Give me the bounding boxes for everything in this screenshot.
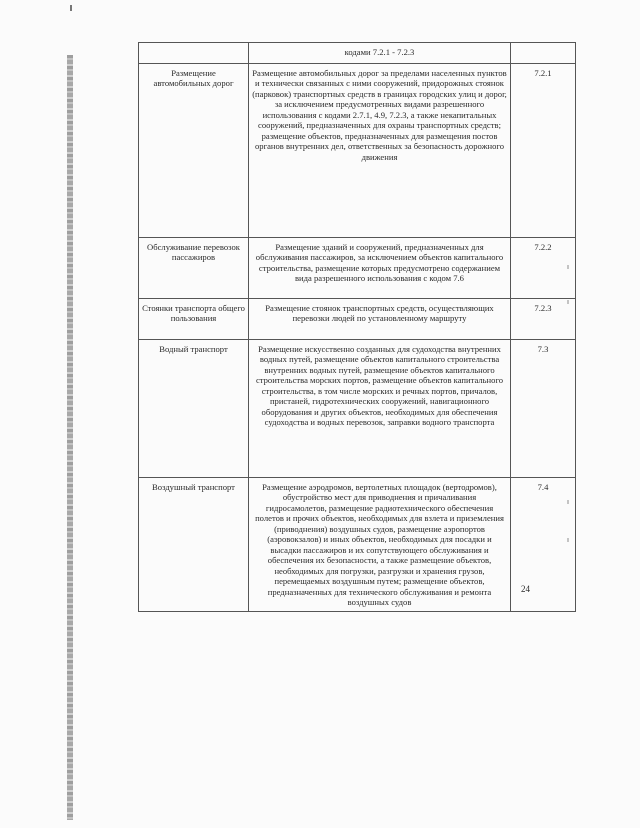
page-number: 24 bbox=[521, 584, 530, 594]
use-code-cell: 7.2.3 bbox=[511, 299, 576, 340]
use-name-cell: Водный транспорт bbox=[139, 340, 249, 478]
use-code-cell: 7.2.1 bbox=[511, 64, 576, 238]
land-use-table bbox=[138, 42, 576, 612]
scan-artifact-dot bbox=[70, 5, 72, 11]
use-description-cell: Размещение стоянок транспортных средств, осуществляющих перевозки людей по установленному маршруту bbox=[249, 299, 511, 340]
table-row bbox=[139, 43, 576, 64]
use-name-cell: Воздушный транспорт bbox=[139, 478, 249, 612]
use-name-cell: Стоянки транспорта общего пользования bbox=[139, 299, 249, 340]
use-code-cell: 7.2.2 bbox=[511, 238, 576, 299]
table-row bbox=[139, 299, 576, 340]
table-row bbox=[139, 478, 576, 612]
use-code-cell: 7.3 bbox=[511, 340, 576, 478]
use-name-cell: Размещение автомобильных дорог bbox=[139, 64, 249, 238]
use-name-cell bbox=[139, 43, 249, 64]
use-description-cell: Размещение искусственно созданных для судоходства внутренних водных путей, размещение объектов капитального строительства внутренних водных путей, размещение объектов капитального строительства морских портов, размещение объектов капитального строительства, в том числе морских и речных портов, причалов, пристаней, гидротехнических сооружений, навигационного оборудования и других объектов, необходимых для обеспечения судоходства и водных перевозок, заправки водного транспорта bbox=[249, 340, 511, 478]
table-row bbox=[139, 64, 576, 238]
use-description-cell: Размещение автомобильных дорог за пределами населенных пунктов и технически связанных с ними сооружений, придорожных стоянок (парковок) транспортных средств в границах городских улиц и дорог, за исключением предусмотренных видами разрешенного использования с кодами 2.7.1, 4.9, 7.2.3, а также некапитальных сооружений, предназначенных для охраны транспортных средств; размещение объектов, предназначенных для размещения постов органов внутренних дел, ответственных за безопасность дорожного движения bbox=[249, 64, 511, 238]
use-description-cell: кодами 7.2.1 - 7.2.3 bbox=[249, 43, 511, 64]
table-row bbox=[139, 238, 576, 299]
use-code-cell: 7.4 bbox=[511, 478, 576, 612]
table-row bbox=[139, 340, 576, 478]
scan-edge-strip bbox=[67, 55, 73, 820]
use-code-cell bbox=[511, 43, 576, 64]
use-description-cell: Размещение аэродромов, вертолетных площадок (вертодромов), обустройство мест для приводнения и причаливания гидросамолетов, размещение радиотехнического обеспечения полетов и прочих объектов, необходимых для взлета и приземления (приводнения) воздушных судов, размещение аэропортов (аэровокзалов) и иных объектов, необходимых для посадки и высадки пассажиров и их сопутствующего обслуживания и обеспечения их безопасности, а также размещение объектов, необходимых для погрузки, разгрузки и хранения грузов, перемещаемых воздушным путем; размещение объектов, предназначенных для технического обслуживания и ремонта воздушных судов bbox=[249, 478, 511, 612]
use-description-cell: Размещение зданий и сооружений, предназначенных для обслуживания пассажиров, за исключением объектов капитального строительства, размещение которых предусмотрено содержанием вида разрешенного использования с кодом 7.6 bbox=[249, 238, 511, 299]
use-name-cell: Обслуживание перевозок пассажиров bbox=[139, 238, 249, 299]
